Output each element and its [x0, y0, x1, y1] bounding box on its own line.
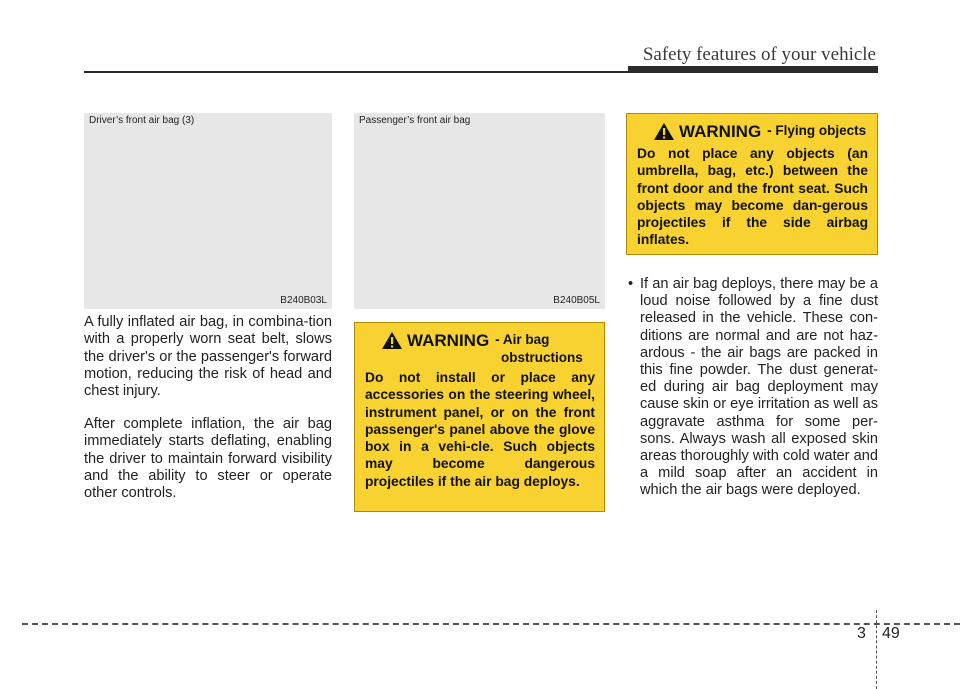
footer-divider	[876, 610, 877, 689]
footer-rule	[22, 623, 960, 625]
bullet-dot-icon: •	[628, 276, 634, 292]
warning-body: Do not install or place any accessories on the steering wheel, instrument panel, or on the front passenger's panel above the glove box in a vehi-cle. Such objects may become dangerous projectiles if the air bag deploys.	[365, 370, 595, 489]
chapter-number: 3	[857, 625, 866, 642]
header-rule-accent	[628, 66, 878, 72]
warning-body: Do not place any objects (an umbrella, bag, etc.) between the front door and the front seat. Such objects may become dan-gerous projectiles if the side airbag inflates.	[637, 146, 868, 248]
warning-box-flying-objects	[626, 113, 878, 255]
warning-box-obstructions	[354, 322, 605, 512]
page-number: 49	[882, 625, 900, 642]
warning-subtitle: - Air bag	[495, 332, 550, 347]
warning-heading	[365, 331, 595, 350]
warning-word: WARNING	[679, 122, 762, 141]
warning-triangle-icon	[381, 331, 403, 350]
warning-subtitle: - Flying objects	[767, 123, 867, 138]
warning-subtitle-continued: obstructions	[501, 350, 583, 365]
figure-passenger-airbag	[354, 113, 605, 309]
warning-triangle-icon	[653, 122, 675, 141]
paragraph-inflation: A fully inflated air bag, in combina-tion with a properly worn seat belt, slows the driver's or the passenger's forward motion, reducing the risk of head and chest injury.	[84, 314, 332, 400]
figure-driver-airbag	[84, 113, 332, 309]
warning-heading	[637, 122, 868, 141]
figure-code: B240B05L	[553, 295, 600, 306]
figure-caption: Driver’s front air bag (3)	[89, 115, 195, 126]
page-header-title: Safety features of your vehicle	[642, 44, 876, 65]
figure-code: B240B03L	[280, 295, 327, 306]
bullet-text: If an air bag deploys, there may be a loud noise followed by a fine dust released in the vehicle. These con-ditions are normal and are not haz-ardous - the air bags are packed in this fine powder. The dust generat-ed during air bag deployment may cause skin or eye irritation as well as aggravate asthma for some per-sons. Always wash all exposed skin areas thoroughly with cold water and a mild soap after an accident in which the air bags were deployed.	[640, 276, 878, 499]
bullet-item-dust	[626, 276, 878, 500]
warning-word: WARNING	[407, 331, 490, 350]
paragraph-deflation: After complete inflation, the air bag immediately starts deflating, enabling the driver to maintain forward visibility and the ability to steer or operate other controls.	[84, 416, 332, 502]
figure-caption: Passenger’s front air bag	[359, 115, 471, 126]
